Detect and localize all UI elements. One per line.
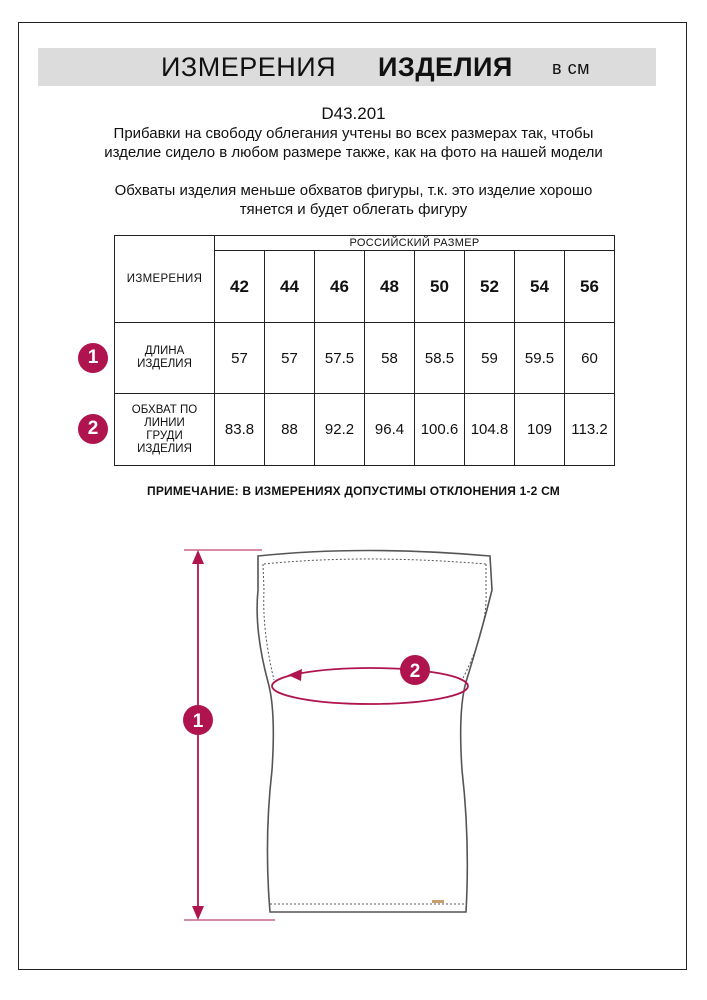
table-cell: 92.2 — [315, 394, 365, 466]
table-cell: 59.5 — [515, 323, 565, 394]
size-50: 50 — [415, 251, 465, 323]
table-cell: 109 — [515, 394, 565, 466]
table-cell: 57 — [265, 323, 315, 394]
table-row-length — [115, 323, 615, 394]
table-cell: 57 — [215, 323, 265, 394]
table-cell: 96.4 — [365, 394, 415, 466]
table-cell: 100.6 — [415, 394, 465, 466]
table-cell: 58.5 — [415, 323, 465, 394]
table-cell: 88 — [265, 394, 315, 466]
table-cell: 57.5 — [315, 323, 365, 394]
model-code: D43.201 — [321, 104, 386, 123]
size-table — [114, 235, 615, 466]
size-48: 48 — [365, 251, 415, 323]
length-arrow — [184, 550, 275, 920]
table-header-label: ИЗМЕРЕНИЯ — [115, 236, 215, 323]
table-cell: 60 — [565, 323, 615, 394]
title-part-2: ИЗДЕЛИЯ — [378, 52, 513, 82]
diagram-label-chest: 2 — [409, 661, 421, 682]
russian-size-header: РОССИЙСКИЙ РАЗМЕР — [215, 236, 615, 251]
title-part-1: ИЗМЕРЕНИЯ — [161, 52, 337, 82]
table-cell: 59 — [465, 323, 515, 394]
tolerance-note: ПРИМЕЧАНИЕ: В ИЗМЕРЕНИЯХ ДОПУСТИМЫ ОТКЛОНЕНИЯ 1-2 СМ — [147, 484, 560, 498]
title-bar — [38, 48, 656, 86]
table-cell: 58 — [365, 323, 415, 394]
size-44: 44 — [265, 251, 315, 323]
badge-chest: 2 — [78, 414, 108, 444]
table-cell: 113.2 — [565, 394, 615, 466]
garment-diagram — [0, 530, 707, 950]
title-unit: в см — [552, 58, 590, 78]
chest-ellipse — [272, 668, 468, 704]
description-1: Прибавки на свободу облегания учтены во всех размерах так, чтобы изделие сидело в любом размере также, как на фото на нашей модели — [104, 125, 603, 161]
size-42: 42 — [215, 251, 265, 323]
table-cell: 83.8 — [215, 394, 265, 466]
size-52: 52 — [465, 251, 515, 323]
table-row-chest — [115, 394, 615, 466]
tank-top-outline — [257, 551, 492, 913]
diagram-label-length: 1 — [192, 711, 204, 732]
garment-label-tag — [432, 900, 444, 903]
size-46: 46 — [315, 251, 365, 323]
description-2: Обхваты изделия меньше обхватов фигуры, т.к. это изделие хорошо тянется и будет облегать фигуру — [114, 182, 593, 218]
table-cell: 104.8 — [465, 394, 515, 466]
row-label-chest: ОБХВАТ ПО ЛИНИИ ГРУДИ ИЗДЕЛИЯ — [115, 394, 215, 466]
badge-length: 1 — [78, 343, 108, 373]
row-label-length: ДЛИНА ИЗДЕЛИЯ — [115, 323, 215, 394]
size-54: 54 — [515, 251, 565, 323]
size-56: 56 — [565, 251, 615, 323]
